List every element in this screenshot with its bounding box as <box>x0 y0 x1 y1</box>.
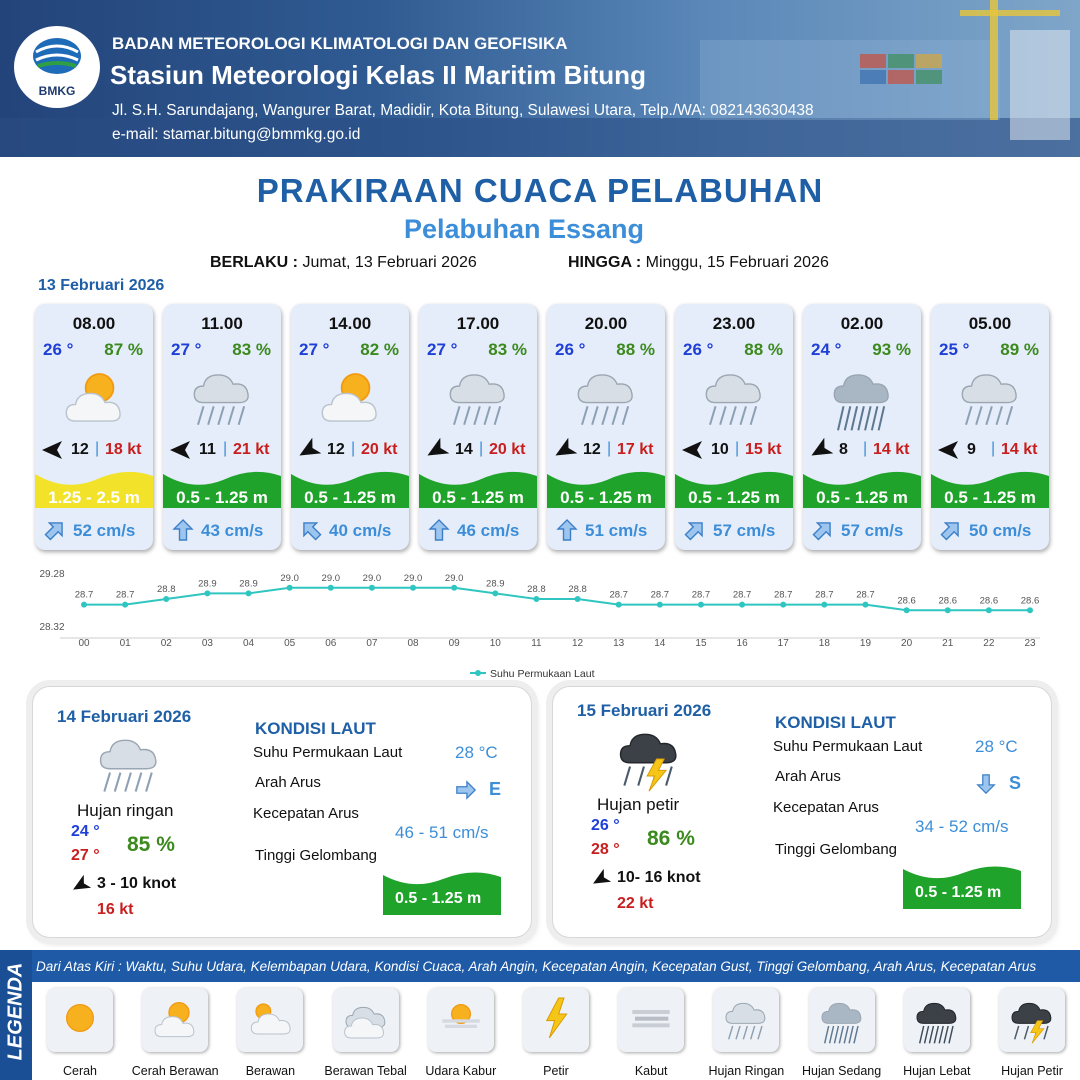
wind-direction-icon <box>553 438 577 462</box>
berawan-icon <box>243 994 297 1046</box>
current-direction-icon <box>811 518 835 542</box>
valid-from <box>210 254 477 272</box>
hourly-card <box>291 304 409 550</box>
wind-direction-icon <box>681 438 705 462</box>
legend-icon-box <box>237 988 303 1052</box>
hujan-ringan-icon <box>182 362 262 434</box>
sst-value: 28 °C <box>455 743 498 762</box>
card-current <box>419 516 537 546</box>
sst-data-label: 28.6 <box>979 595 999 607</box>
card-humidity: 83 % <box>488 340 527 359</box>
legend-item <box>40 988 120 1080</box>
legend-panel <box>0 950 1080 1080</box>
sst-data-label: 28.7 <box>773 589 793 601</box>
wind-separator: | <box>223 440 228 457</box>
sst-data-point <box>616 602 622 608</box>
card-wind <box>39 438 151 462</box>
sst-data-point <box>698 602 704 608</box>
card-wind <box>167 438 279 462</box>
wind-separator: | <box>95 440 100 457</box>
valid-to <box>568 254 829 272</box>
x-tick-label: 13 <box>613 638 625 649</box>
sst-data-point <box>328 585 334 591</box>
card-wind <box>807 438 919 462</box>
wind-speed: 11 <box>199 441 216 458</box>
x-tick-label: 18 <box>818 638 830 649</box>
x-tick-label: 12 <box>572 638 584 649</box>
logo-text: BMKG <box>38 84 76 98</box>
wind-speed: 10 <box>711 441 729 458</box>
day-wind-range: 10- 16 knot <box>617 869 701 886</box>
wave-height: 0.5 - 1.25 m <box>816 488 908 507</box>
hourly-card <box>547 304 665 550</box>
sst-data-point <box>451 585 457 591</box>
card-time: 14.00 <box>328 314 372 333</box>
station-address: Jl. S.H. Sarundajang, Wangurer Barat, Madidir, Kota Bitung, Sulawesi Utara, Telp./WA: 082143630438 <box>112 102 814 119</box>
sea-condition-title: KONDISI LAUT <box>775 713 896 732</box>
legend-item <box>897 988 977 1080</box>
sst-data-point <box>986 607 992 613</box>
wave-height: 0.5 - 1.25 m <box>560 488 652 507</box>
x-tick-label: 17 <box>777 638 789 649</box>
current-direction-icon <box>299 518 323 542</box>
legend-item <box>516 988 596 1080</box>
legend-label: Berawan <box>245 1064 296 1078</box>
x-tick-label: 14 <box>654 638 666 649</box>
current-speed: 52 cm/s <box>73 521 136 540</box>
sst-data-point <box>657 602 663 608</box>
day-date: 15 Februari 2026 <box>577 701 712 720</box>
current-speed: 51 cm/s <box>585 521 648 540</box>
sst-data-label: 29.0 <box>362 572 382 584</box>
x-tick-label: 05 <box>284 638 296 649</box>
card-current <box>931 516 1049 546</box>
card-wind <box>423 438 535 462</box>
legend-label: Petir <box>543 1064 569 1078</box>
sst-data-point <box>739 602 745 608</box>
hujan-ringan-icon <box>719 994 773 1046</box>
wind-gust: 18 kt <box>105 441 142 458</box>
x-tick-label: 09 <box>448 638 460 649</box>
current-speed-value: 46 - 51 cm/s <box>395 823 489 842</box>
bmkg-emblem-icon <box>14 30 100 90</box>
x-tick-label: 04 <box>242 638 255 649</box>
wave-height-value: 0.5 - 1.25 m <box>395 890 482 907</box>
legend-description: Dari Atas Kiri : Waktu, Suhu Udara, Kelembapan Udara, Kondisi Cuaca, Arah Angin, Kecepatan Angin, Kecepatan Gust, Tinggi Gelombang, Arah Arus, Kecepatan Arus <box>36 959 1037 974</box>
sst-data-point <box>821 602 827 608</box>
legend-icon-box <box>523 988 589 1052</box>
current-speed: 57 cm/s <box>841 521 904 540</box>
day-date: 14 Februari 2026 <box>57 707 192 726</box>
card-wind <box>295 438 407 462</box>
legend-label: Hujan Sedang <box>801 1064 882 1078</box>
udara-kabur-icon <box>434 994 488 1046</box>
x-tick-label: 00 <box>78 638 90 649</box>
hourly-card <box>163 304 281 550</box>
current-direction-label: Arah Arus <box>255 774 321 791</box>
card-humidity: 87 % <box>104 340 143 359</box>
wave-height: 0.5 - 1.25 m <box>432 488 524 507</box>
wind-speed: 14 <box>455 441 473 458</box>
x-tick-label: 23 <box>1024 638 1036 649</box>
current-direction-icon <box>453 779 479 801</box>
current-speed-label: Kecepatan Arus <box>253 805 359 822</box>
sst-data-label: 28.8 <box>527 584 546 595</box>
daily-forecast-box <box>552 686 1052 938</box>
sst-data-point <box>122 602 128 608</box>
wind-direction-icon <box>591 869 611 889</box>
x-tick-label: 21 <box>942 638 954 649</box>
wind-separator: | <box>863 440 868 457</box>
day-temp-min: 26 ° <box>591 817 620 834</box>
day-temp-max: 28 ° <box>591 841 620 858</box>
card-current <box>291 516 409 546</box>
x-tick-label: 19 <box>859 638 872 649</box>
valid-to-label: HINGGA : <box>568 254 642 271</box>
sst-line-chart <box>30 562 1050 682</box>
sst-data-label: 28.7 <box>650 589 670 601</box>
wind-speed: 12 <box>583 441 601 458</box>
legend-item <box>611 988 691 1080</box>
sst-label: Suhu Permukaan Laut <box>253 744 403 761</box>
wave-height: 0.5 - 1.25 m <box>304 488 396 507</box>
card-temperature: 26 ° <box>683 340 714 359</box>
card-temperature: 27 ° <box>427 340 458 359</box>
current-direction-icon <box>171 518 195 542</box>
hourly-card <box>803 304 921 550</box>
wind-direction-icon <box>41 438 65 462</box>
card-humidity: 93 % <box>872 340 911 359</box>
wave-height: 1.25 - 2.5 m <box>48 488 140 507</box>
y-tick-label-max: 29.28 <box>39 569 65 580</box>
current-speed-label: Kecepatan Arus <box>773 799 879 816</box>
wind-gust: 15 kt <box>745 441 782 458</box>
x-tick-label: 01 <box>119 638 131 649</box>
sst-data-label: 28.7 <box>115 589 135 601</box>
sst-data-label: 29.0 <box>280 572 299 584</box>
sst-data-label: 29.0 <box>444 572 464 584</box>
sst-series-line <box>84 588 1030 610</box>
legend-label: Hujan Ringan <box>708 1064 785 1078</box>
sst-data-label: 29.0 <box>321 572 341 584</box>
legend-icon-box <box>428 988 494 1052</box>
legend-label: Cerah <box>62 1064 98 1078</box>
sst-data-label: 28.6 <box>1020 595 1040 607</box>
sst-data-point <box>81 602 87 608</box>
wave-height: 0.5 - 1.25 m <box>688 488 780 507</box>
current-direction-icon <box>43 518 67 542</box>
day-wind-range: 3 - 10 knot <box>97 875 177 892</box>
sst-data-point <box>1027 607 1033 613</box>
legend-icon-box <box>999 988 1065 1052</box>
legend-item <box>230 988 310 1080</box>
card-time: 17.00 <box>456 314 500 333</box>
wind-gust: 17 kt <box>617 441 654 458</box>
daily-forecast-box <box>32 686 532 938</box>
wind-speed: 12 <box>327 441 345 458</box>
x-tick-label: 03 <box>201 638 213 649</box>
legend-label: Udara Kabur <box>425 1064 497 1078</box>
hujan-ringan-icon <box>438 362 518 434</box>
hujan-ringan-icon <box>694 362 774 434</box>
sst-data-point <box>410 585 416 591</box>
sst-data-label: 28.9 <box>486 578 505 590</box>
legend-icon-box <box>618 988 684 1052</box>
card-time: 02.00 <box>840 314 884 333</box>
wave-height: 0.5 - 1.25 m <box>944 488 1036 507</box>
card-temperature: 24 ° <box>811 340 842 359</box>
header-banner <box>0 0 1080 157</box>
wind-direction-icon <box>425 438 449 462</box>
legend-swatch-point <box>475 670 481 676</box>
card-time: 20.00 <box>584 314 628 333</box>
legend-icon-box <box>904 988 970 1052</box>
legend-side-tab <box>0 950 32 1080</box>
sst-data-label: 28.8 <box>568 584 587 595</box>
valid-from-label: BERLAKU : <box>210 254 298 271</box>
sst-value: 28 °C <box>975 737 1018 756</box>
bmkg-logo <box>14 26 100 108</box>
legend-icon-box <box>713 988 779 1052</box>
valid-to-value: Minggu, 15 Februari 2026 <box>645 254 829 271</box>
legend-item <box>421 988 501 1080</box>
sst-data-point <box>287 585 293 591</box>
sst-data-label: 29.0 <box>403 572 423 584</box>
station-name: Stasiun Meteorologi Kelas II Maritim Bitung <box>110 60 646 90</box>
x-tick-label: 15 <box>695 638 707 649</box>
wave-height-label: Tinggi Gelombang <box>255 847 378 864</box>
card-humidity: 89 % <box>1000 340 1039 359</box>
legend-item <box>992 988 1072 1080</box>
agency-name: BADAN METEOROLOGI KLIMATOLOGI DAN GEOFISIKA <box>112 34 568 53</box>
sst-label: Suhu Permukaan Laut <box>773 738 923 755</box>
wind-gust: 21 kt <box>233 441 270 458</box>
port-name: Pelabuhan Essang <box>403 214 645 244</box>
current-speed-value: 34 - 52 cm/s <box>915 817 1009 836</box>
card-time: 23.00 <box>712 314 756 333</box>
card-current <box>35 516 153 546</box>
wind-separator: | <box>991 440 996 457</box>
sst-data-point <box>492 590 498 596</box>
sst-data-label: 28.9 <box>239 578 258 590</box>
wind-speed: 8 <box>839 441 848 458</box>
hujan-ringan-icon <box>91 727 167 801</box>
sst-data-point <box>246 590 252 596</box>
cerah-berawan-icon <box>54 362 134 434</box>
legend-label: Hujan Petir <box>1001 1064 1063 1078</box>
sst-data-point <box>204 590 210 596</box>
legend-item <box>326 988 406 1080</box>
wind-gust: 20 kt <box>361 441 398 458</box>
legend-side-label: LEGENDA <box>4 962 27 1061</box>
current-speed: 50 cm/s <box>969 521 1032 540</box>
wind-separator: | <box>735 440 740 457</box>
legend-label: Cerah Berawan <box>131 1064 219 1078</box>
wave-height: 0.5 - 1.25 m <box>176 488 268 507</box>
card-time: 05.00 <box>968 314 1012 333</box>
legend-item <box>802 988 882 1080</box>
x-tick-label: 08 <box>407 638 419 649</box>
card-current <box>547 516 665 546</box>
x-tick-label: 16 <box>736 638 748 649</box>
day1-date: 13 Februari 2026 <box>38 277 165 294</box>
sst-data-point <box>945 607 951 613</box>
current-direction-icon <box>427 518 451 542</box>
sst-data-label: 28.7 <box>732 589 752 601</box>
wind-direction-icon <box>71 875 91 895</box>
cerah-berawan-icon <box>148 994 202 1046</box>
legend-label: Hujan Lebat <box>903 1064 971 1078</box>
card-temperature: 26 ° <box>43 340 74 359</box>
legend-icon-box <box>47 988 113 1052</box>
sst-data-point <box>163 596 169 602</box>
day-wind-gust: 22 kt <box>617 895 654 912</box>
hujan-sedang-icon <box>822 362 902 434</box>
berawan-tebal-icon <box>339 994 393 1046</box>
wind-gust: 14 kt <box>1001 441 1038 458</box>
wind-direction-icon <box>937 438 961 462</box>
current-direction-icon <box>973 773 999 795</box>
legend-icon-box <box>142 988 208 1052</box>
sst-data-point <box>533 596 539 602</box>
valid-from-value: Jumat, 13 Februari 2026 <box>302 254 477 271</box>
card-humidity: 82 % <box>360 340 399 359</box>
kabut-icon <box>624 994 678 1046</box>
x-tick-label: 07 <box>366 638 378 649</box>
current-direction-icon <box>683 518 707 542</box>
x-tick-label: 02 <box>160 638 172 649</box>
day-temp-min: 24 ° <box>71 823 100 840</box>
card-temperature: 26 ° <box>555 340 586 359</box>
card-temperature: 27 ° <box>171 340 202 359</box>
sst-data-label: 28.8 <box>157 584 176 595</box>
petir-icon <box>529 994 583 1046</box>
sst-data-label: 28.9 <box>198 578 217 590</box>
day-condition: Hujan ringan <box>77 801 174 820</box>
day-humidity: 86 % <box>647 827 695 850</box>
sst-data-label: 28.7 <box>856 589 875 601</box>
legend-label: Berawan Tebal <box>324 1064 407 1078</box>
hujan-petir-icon <box>611 721 687 795</box>
day-temp-max: 27 ° <box>71 847 100 864</box>
sst-data-point <box>904 607 910 613</box>
x-tick-label: 10 <box>489 638 501 649</box>
wind-separator: | <box>351 440 356 457</box>
card-time: 11.00 <box>201 314 243 333</box>
card-wind <box>935 438 1047 462</box>
wind-separator: | <box>607 440 612 457</box>
wind-separator: | <box>479 440 484 457</box>
wind-gust: 14 kt <box>873 441 910 458</box>
y-tick-label-min: 28.32 <box>39 622 65 633</box>
card-humidity: 88 % <box>744 340 783 359</box>
legend-label: Kabut <box>634 1064 668 1078</box>
x-tick-label: 11 <box>531 638 542 649</box>
current-direction-value: E <box>489 779 502 799</box>
wave-height-label: Tinggi Gelombang <box>775 841 898 858</box>
current-direction-label: Arah Arus <box>775 768 841 785</box>
legend-item <box>131 988 219 1080</box>
card-humidity: 88 % <box>616 340 655 359</box>
card-temperature: 25 ° <box>939 340 970 359</box>
hujan-sedang-icon <box>815 994 869 1046</box>
card-time: 08.00 <box>72 314 116 333</box>
x-tick-label: 06 <box>325 638 337 649</box>
current-speed: 46 cm/s <box>457 521 520 540</box>
hourly-card <box>931 304 1049 550</box>
wind-direction-icon <box>169 438 193 462</box>
sst-data-label: 28.7 <box>609 589 628 601</box>
hujan-petir-icon <box>1005 994 1059 1046</box>
sst-data-point <box>862 602 868 608</box>
hujan-ringan-icon <box>566 362 646 434</box>
wind-speed: 12 <box>71 441 89 458</box>
x-tick-label: 20 <box>901 638 913 649</box>
card-temperature: 27 ° <box>299 340 330 359</box>
wind-gust: 20 kt <box>489 441 526 458</box>
sst-data-label: 28.6 <box>938 595 957 607</box>
hujan-lebat-icon <box>910 994 964 1046</box>
current-speed: 40 cm/s <box>329 521 392 540</box>
card-wind <box>679 438 791 462</box>
wind-direction-icon <box>809 438 833 462</box>
card-current <box>163 516 281 546</box>
wave-height-value: 0.5 - 1.25 m <box>915 884 1002 901</box>
current-direction-icon <box>555 518 579 542</box>
day-condition: Hujan petir <box>597 795 680 814</box>
sst-data-point <box>780 602 786 608</box>
wind-speed: 9 <box>967 441 976 458</box>
day-humidity: 85 % <box>127 833 175 856</box>
legend-series-name: Suhu Permukaan Laut <box>490 668 595 680</box>
page-title: PRAKIRAAN CUACA PELABUHAN <box>256 172 824 209</box>
card-current <box>803 516 921 546</box>
hourly-card <box>675 304 793 550</box>
sst-data-label: 28.6 <box>897 595 916 607</box>
sst-data-label: 28.7 <box>815 589 834 601</box>
hujan-ringan-icon <box>950 362 1030 434</box>
sea-condition-title: KONDISI LAUT <box>255 719 376 738</box>
legend-icon-list <box>32 982 1080 1080</box>
day-wind-gust: 16 kt <box>97 901 134 918</box>
wind-direction-icon <box>297 438 321 462</box>
current-direction-icon <box>939 518 963 542</box>
hourly-card <box>35 304 153 550</box>
sst-data-label: 28.7 <box>74 589 94 601</box>
station-email: e-mail: stamar.bitung@bmmkg.go.id <box>112 126 361 143</box>
current-speed: 43 cm/s <box>201 521 264 540</box>
x-tick-label: 22 <box>983 638 995 649</box>
current-speed: 57 cm/s <box>713 521 776 540</box>
hourly-card <box>419 304 537 550</box>
cerah-berawan-icon <box>310 362 390 434</box>
legend-icon-box <box>333 988 399 1052</box>
cerah-icon <box>53 994 107 1046</box>
card-wind <box>551 438 663 462</box>
sst-data-point <box>575 596 581 602</box>
sst-data-point <box>369 585 375 591</box>
current-direction-value: S <box>1009 773 1022 793</box>
legend-icon-box <box>809 988 875 1052</box>
legend-item <box>706 988 786 1080</box>
card-current <box>675 516 793 546</box>
card-humidity: 83 % <box>232 340 271 359</box>
sst-data-label: 28.7 <box>691 589 711 601</box>
